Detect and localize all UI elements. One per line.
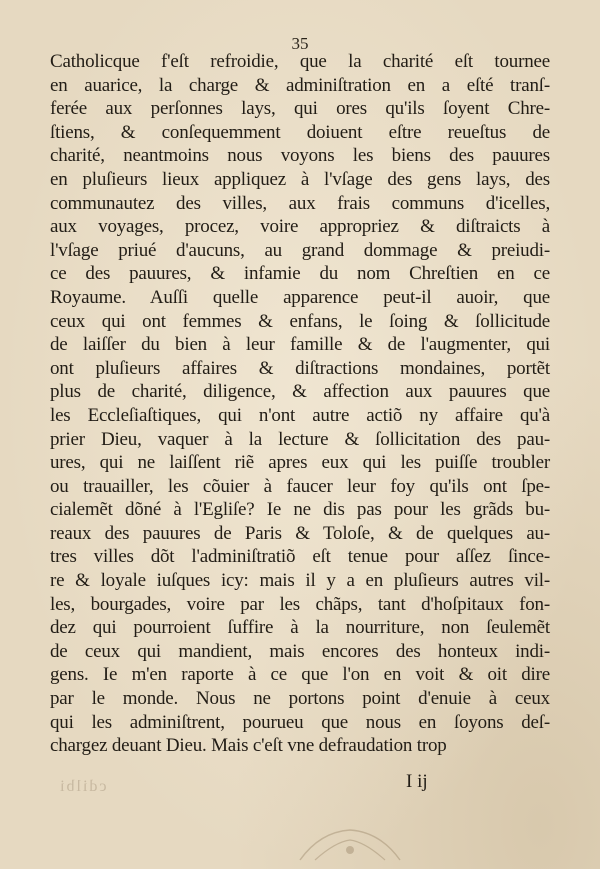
- text-line: charité, neantmoins nous voyons les biens des pauures: [50, 145, 550, 167]
- text-line: re & loyale iuſques icy: mais il y a en pluſieurs autres vil-: [50, 570, 550, 592]
- text-line: ce des pauures, & infamie du nom Chreſtien en ce: [50, 263, 550, 285]
- text-line: ceux qui ont femmes & enfans, le ſoing & ſollicitude: [50, 310, 550, 332]
- text-line: les Eccleſiaſtiques, qui n'ont autre actiõ ny affaire qu'à: [50, 404, 550, 426]
- text-line: gens. Ie m'en raporte à ce que l'on en voit & oit dire: [50, 664, 550, 686]
- text-line: ferée aux perſonnes lays, qui ores qu'ils ſoyent Chre-: [50, 98, 550, 120]
- page-number: 35: [291, 34, 309, 53]
- signature-mark: I ij: [406, 771, 428, 792]
- text-line: ou trauailler, les cõuier à faucer leur foy qu'ils ont ſpe-: [50, 475, 550, 497]
- body-text: [50, 50, 550, 758]
- text-line: cialemẽt dõné à l'Egliſe? Ie ne dis pas pour les grãds bu-: [50, 499, 550, 521]
- text-line: par le monde. Nous ne portons point d'enuie à ceux: [50, 688, 550, 710]
- text-line: les, bourgades, voire par les chãps, tant d'hoſpitaux fon-: [50, 593, 550, 615]
- text-line: de laiſſer du bien à leur famille & de l'augmenter, qui: [50, 334, 550, 356]
- text-line: Catholicque f'eſt refroidie, que la charité eſt tournee: [50, 51, 550, 72]
- text-line: en auarice, la charge & adminiſtration en a eſté tranſ-: [50, 74, 550, 96]
- text-line: aux voyages, procez, voire appropriez & diſtraicts à: [50, 216, 550, 238]
- text-line: Royaume. Auſſi quelle apparence peut-il auoir, que: [50, 286, 550, 308]
- text-line: reaux des pauures de Paris & Toloſe, & de quelques au-: [50, 522, 550, 544]
- text-line: chargez deuant Dieu. Mais c'eſt vne defraudation trop: [50, 735, 447, 757]
- text-line: ont pluſieurs affaires & diſtractions mondaines, portẽt: [50, 357, 550, 379]
- text-line: de ceux qui mandient, mais encores des honteux indi-: [50, 640, 550, 662]
- bleed-through-text: cdilbi: [58, 778, 107, 795]
- text-line: communautez des villes, aux frais communs d'icelles,: [50, 192, 550, 214]
- text-line: dez qui pourroient ſuffire à la nourriture, non ſeulemẽt: [50, 617, 550, 639]
- text-line: ſtiens, & conſequemment doiuent eſtre reueſtus de: [50, 121, 550, 143]
- text-line: ures, qui ne laiſſent riẽ apres eux qui les puiſſe troubler: [50, 452, 550, 474]
- ornament-icon: [290, 822, 410, 862]
- text-line: qui les adminiſtrent, pourueu que nous en ſoyons deſ-: [50, 711, 550, 733]
- text-line: tres villes dõt l'adminiſtratiõ eſt tenue pour aſſez ſince-: [50, 546, 550, 568]
- text-line: l'vſage priué d'aucuns, au grand dommage & preiudi-: [50, 239, 550, 261]
- text-line: prier Dieu, vaquer à la lecture & ſollicitation des pau-: [50, 428, 550, 450]
- text-line: en pluſieurs lieux appliquez à l'vſage des gens lays, des: [50, 168, 550, 190]
- text-line: plus de charité, diligence, & affection aux pauures que: [50, 381, 550, 403]
